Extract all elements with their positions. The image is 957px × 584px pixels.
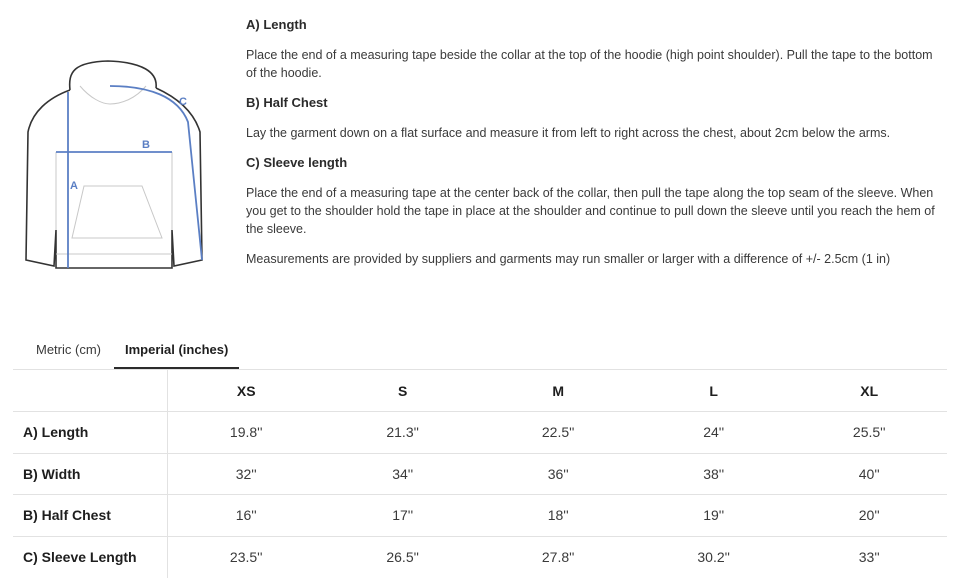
table-cell: 24'' xyxy=(636,412,792,454)
size-header-xl: XL xyxy=(791,370,947,412)
table-row xyxy=(13,412,947,454)
label-c: C xyxy=(179,96,187,108)
table-cell: 36'' xyxy=(480,453,636,495)
length-description: Place the end of a measuring tape beside the collar at the top of the hoodie (high point shoulder). Pull the tape to the bottom of the hoodie. xyxy=(246,48,933,80)
size-header-m: M xyxy=(480,370,636,412)
table-cell: 21.3'' xyxy=(325,412,481,454)
table-cell: 16'' xyxy=(167,495,325,537)
half-chest-description: Lay the garment down on a flat surface and measure it from left to right across the chest, about 2cm below the arms. xyxy=(246,126,891,140)
size-header-s: S xyxy=(325,370,481,412)
table-cell: 30.2'' xyxy=(697,549,730,565)
hoodie-outline-icon xyxy=(18,52,218,277)
table-cell: 26.5'' xyxy=(386,549,419,565)
table-row xyxy=(13,453,947,495)
measuring-guide xyxy=(246,16,936,268)
row-label-sleeve-length: C) Sleeve Length xyxy=(13,536,167,578)
table-cell: 34'' xyxy=(325,453,481,495)
sleeve-measure-line xyxy=(110,86,202,260)
hoodie-measurement-diagram xyxy=(18,52,218,277)
table-cell: 18'' xyxy=(480,495,636,537)
table-cell: 19.8'' xyxy=(167,412,325,454)
table-cell: 40'' xyxy=(791,453,947,495)
table-cell: 17'' xyxy=(325,495,481,537)
table-cell: 27.8'' xyxy=(541,549,575,565)
table-cell: 33'' xyxy=(858,549,880,565)
size-header-row xyxy=(13,370,947,412)
size-header-l: L xyxy=(636,370,792,412)
header-corner xyxy=(13,370,167,412)
table-cell: 25.5'' xyxy=(791,412,947,454)
label-a: A xyxy=(70,180,78,192)
row-label-half-chest: B) Half Chest xyxy=(13,495,167,537)
table-cell: 22.5'' xyxy=(480,412,636,454)
table-cell: 38'' xyxy=(636,453,792,495)
table-cell: 19'' xyxy=(636,495,792,537)
table-row xyxy=(13,495,947,537)
label-b: B xyxy=(142,139,150,151)
unit-tabs xyxy=(0,336,957,370)
sleeve-heading: C) Sleeve length xyxy=(246,155,348,170)
table-cell: 20'' xyxy=(791,495,947,537)
measurement-disclaimer: Measurements are provided by suppliers and garments may run smaller or larger with a difference of +/- 2.5cm (1 in) xyxy=(246,252,891,266)
table-cell: 32'' xyxy=(167,453,325,495)
half-chest-heading: B) Half Chest xyxy=(246,95,328,110)
tab-imperial[interactable]: Imperial (inches) xyxy=(114,336,239,369)
size-header-xs: XS xyxy=(167,370,325,412)
table-cell: 23.5'' xyxy=(229,549,263,565)
row-label-length: A) Length xyxy=(13,412,167,454)
length-heading: A) Length xyxy=(246,17,307,32)
size-chart-table xyxy=(13,370,947,578)
table-row xyxy=(13,536,947,578)
sleeve-description: Place the end of a measuring tape at the center back of the collar, then pull the tape along the top seam of the sleeve. When you get to the shoulder hold the tape in place at the shoulder and continue to pull down the sleeve until you reach the hem of the sleeve. xyxy=(246,186,935,236)
tab-metric[interactable]: Metric (cm) xyxy=(36,342,101,357)
row-label-width: B) Width xyxy=(13,453,167,495)
